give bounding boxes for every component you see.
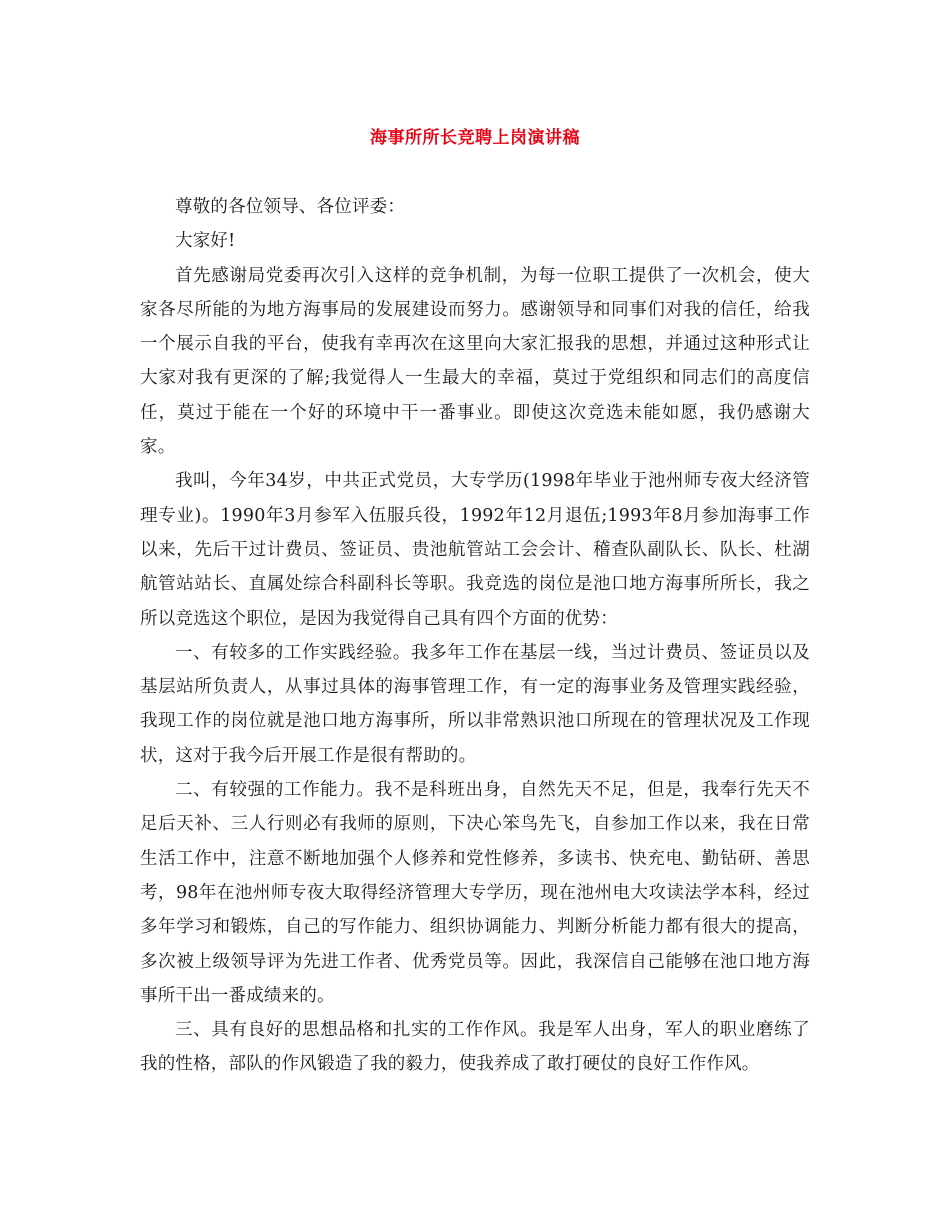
paragraph-self-introduction: 我叫，今年34岁，中共正式党员，大专学历(1998年毕业于池州师专夜大经济管理专业)。1990年3月参军入伍服兵役，1992年12月退伍;1993年8月参加海事工作以来，先后干过计费员、签证员、贵池航管站工会会计、稽查队副队长、队长、杜湖航管站站长、直属处综合科副科长等职。我竞选的岗位是池口地方海事所所长，我之所以竞选这个职位，是因为我觉得自己具有四个方面的优势： — [140, 471, 810, 629]
document-title: 海事所所长竞聘上岗演讲稿 — [370, 128, 580, 148]
paragraph-salutation: 尊敬的各位领导、各位评委： — [175, 197, 406, 217]
document-body — [140, 190, 810, 1082]
paragraph-advantage-2: 二、有较强的工作能力。我不是科班出身，自然先天不足，但是，我奉行先天不足后天补、三人行则必有我师的原则，下决心笨鸟先飞，自参加工作以来，我在日常生活工作中，注意不断地加强个人修养和党性修养，多读书、快充电、勤钻研、善思考，98年在池州师专夜大取得经济管理大专学历，现在池州电大攻读法学本科，经过多年学习和锻炼，自己的写作能力、组织协调能力、判断分析能力都有很大的提高，多次被上级领导评为先进工作者、优秀党员等。因此，我深信自己能够在池口地方海事所干出一番成绩来的。 — [140, 780, 810, 1006]
paragraph-advantage-1: 一、有较多的工作实践经验。我多年工作在基层一线，当过计费员、签证员以及基层站所负责人，从事过具体的海事管理工作，有一定的海事业务及管理实践经验，我现工作的岗位就是池口地方海事所，所以非常熟识池口所现在的管理状况及工作现状，这对于我今后开展工作是很有帮助的。 — [140, 642, 810, 766]
paragraph-advantage-3: 三、具有良好的思想品格和扎实的工作作风。我是军人出身，军人的职业磨练了我的性格，部队的作风锻造了我的毅力，使我养成了敢打硬仗的良好工作作风。 — [140, 1020, 810, 1075]
paragraph-greeting: 大家好! — [175, 231, 236, 252]
paragraph-intro: 首先感谢局党委再次引入这样的竞争机制，为每一位职工提供了一次机会，使大家各尽所能的为地方海事局的发展建设而努力。感谢领导和同事们对我的信任，给我一个展示自我的平台，使我有幸再次在这里向大家汇报我的思想，并通过这种形式让大家对我有更深的了解;我觉得人一生最大的幸福，莫过于党组织和同志们的高度信任，莫过于能在一个好的环境中干一番事业。即使这次竞选未能如愿，我仍感谢大家。 — [140, 265, 810, 458]
